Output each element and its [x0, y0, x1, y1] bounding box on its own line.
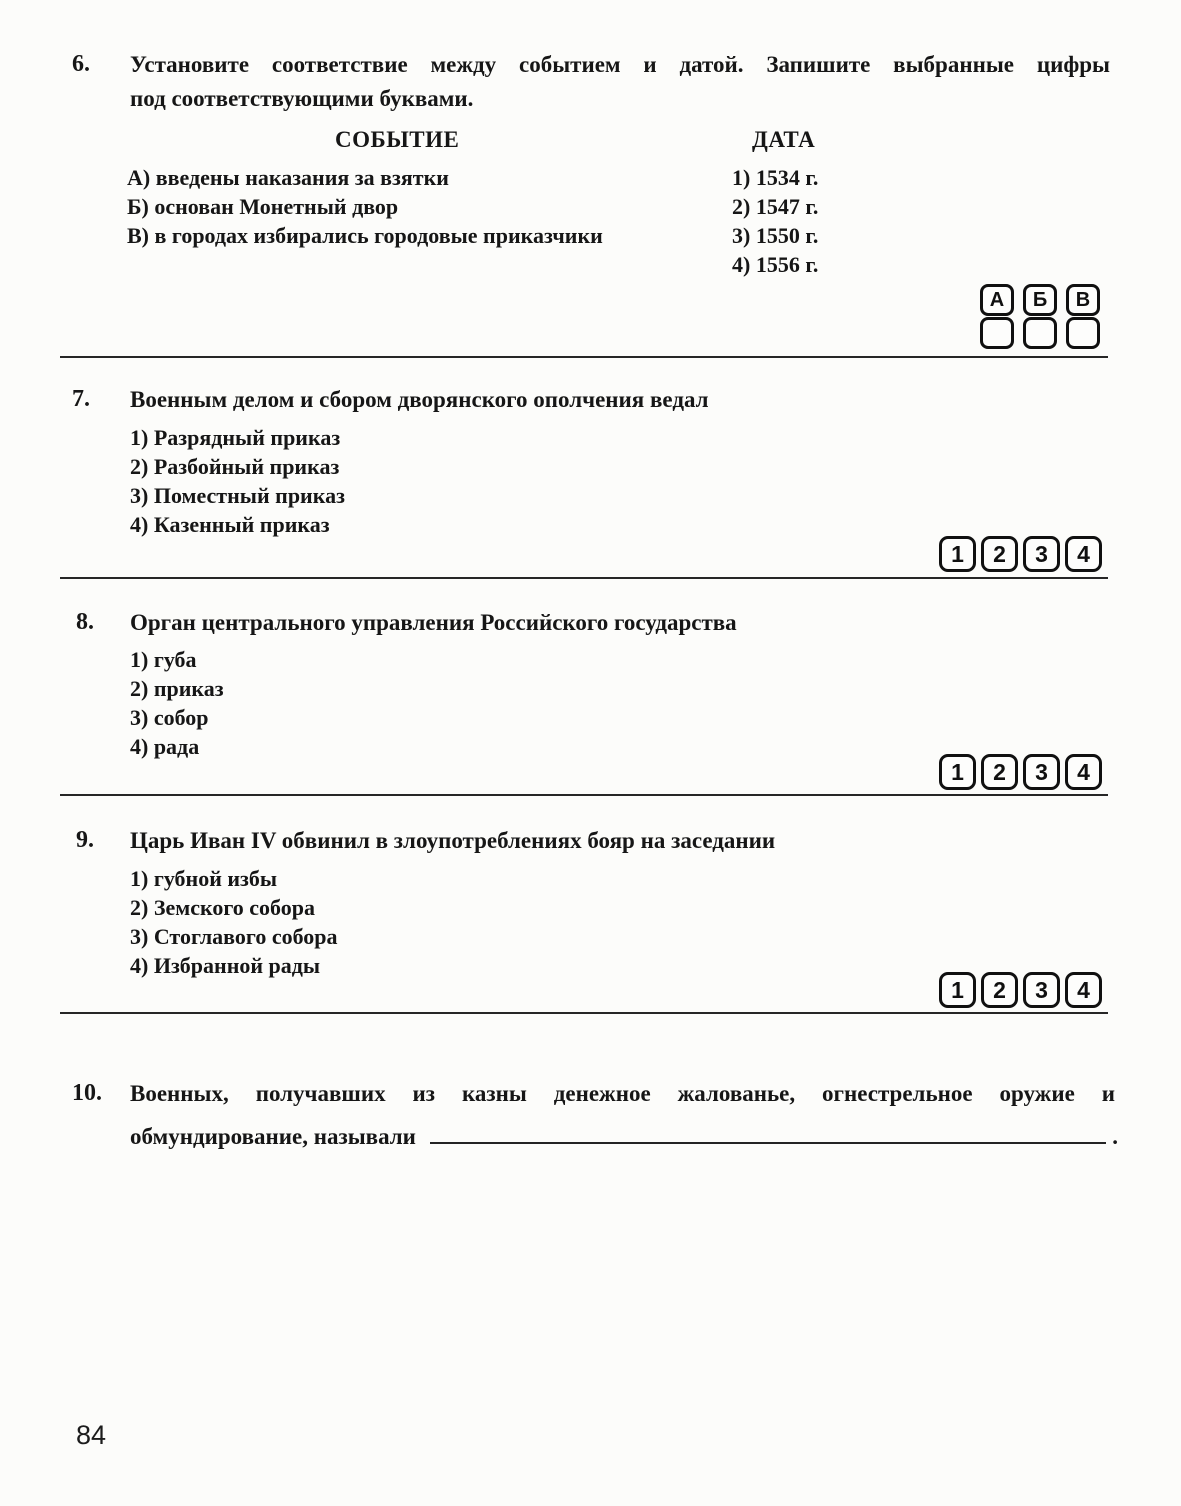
question-number: 7. [72, 386, 90, 412]
answer-box-3: 3 [1023, 536, 1060, 572]
page-number: 84 [76, 1420, 107, 1450]
answer-cell-empty [1066, 317, 1100, 349]
question-number: 6. [72, 51, 90, 77]
divider-rule [60, 1012, 1108, 1014]
date-item-2: 2) 1547 г. [732, 194, 819, 219]
answer-box-1: 1 [939, 536, 976, 572]
answer-grid-input-row [980, 317, 1100, 349]
divider-rule [60, 577, 1108, 579]
divider-rule [60, 794, 1108, 796]
question-text-line-2: под соответствующими буквами. [130, 86, 474, 111]
option-4: 4) рада [130, 734, 200, 759]
option-1: 1) губа [130, 647, 197, 672]
answer-blank-line [430, 1141, 1106, 1144]
date-item-1: 1) 1534 г. [732, 165, 819, 190]
answer-header-cell-v: В [1066, 284, 1100, 316]
answer-header-cell-b: Б [1023, 284, 1057, 316]
option-3: 3) Стоглавого собора [130, 924, 338, 949]
answer-box-2: 2 [981, 536, 1018, 572]
option-1: 1) губной избы [130, 866, 278, 891]
events-list [127, 163, 603, 250]
answer-box-3: 3 [1023, 754, 1060, 790]
option-4: 4) Избранной рады [130, 953, 321, 978]
answer-grid-q6 [980, 284, 1100, 349]
dates-column-header: ДАТА [752, 127, 816, 152]
answer-box-1: 1 [939, 972, 976, 1008]
answer-grid-header-row [980, 284, 1100, 316]
date-item-4: 4) 1556 г. [732, 252, 819, 277]
answer-box-2: 2 [981, 972, 1018, 1008]
fill-suffix: . [1112, 1124, 1118, 1149]
answer-box-2: 2 [981, 754, 1018, 790]
options-list [130, 423, 345, 539]
events-column-header: СОБЫТИЕ [335, 127, 460, 152]
answer-box-4: 4 [1065, 754, 1102, 790]
question-number: 10. [72, 1080, 102, 1106]
options-list [130, 645, 224, 761]
date-item-3: 3) 1550 г. [732, 223, 819, 248]
fill-prefix: обмундирование, называли [130, 1124, 416, 1149]
option-3: 3) собор [130, 705, 209, 730]
question-text: Царь Иван IV обвинил в злоупотреблениях бояр на заседании [130, 828, 776, 853]
option-1: 1) Разрядный приказ [130, 425, 341, 450]
question-text-line-1: Установите соответствие между событием и датой. Запишите выбранные цифры [130, 52, 1110, 77]
answer-header-cell-a: А [980, 284, 1014, 316]
event-item-a: А) введены наказания за взятки [127, 165, 449, 190]
option-4: 4) Казенный приказ [130, 512, 330, 537]
event-item-v: В) в городах избирались городовые приказчики [127, 223, 603, 248]
answer-box-4: 4 [1065, 972, 1102, 1008]
divider-rule [60, 356, 1108, 358]
question-number: 9. [76, 827, 94, 853]
answer-box-1: 1 [939, 754, 976, 790]
answer-boxes-q9 [939, 972, 1102, 1008]
dates-list [732, 163, 818, 279]
question-text: Военным делом и сбором дворянского ополчения ведал [130, 387, 709, 412]
answer-cell-empty [1023, 317, 1057, 349]
question-number: 8. [76, 609, 94, 635]
question-text: Орган центрального управления Российского государства [130, 610, 737, 635]
option-3: 3) Поместный приказ [130, 483, 345, 508]
answer-boxes-q8 [939, 754, 1102, 790]
option-2: 2) приказ [130, 676, 224, 701]
answer-cell-empty [980, 317, 1014, 349]
event-item-b: Б) основан Монетный двор [127, 194, 399, 219]
answer-box-3: 3 [1023, 972, 1060, 1008]
answer-box-4: 4 [1065, 536, 1102, 572]
answer-boxes-q7 [939, 536, 1102, 572]
options-list [130, 864, 338, 980]
question-text-line-1: Военных, получавших из казны денежное жалованье, огнестрельное оружие и [130, 1081, 1115, 1106]
question-text-line-2 [130, 1120, 1118, 1153]
option-2: 2) Земского собора [130, 895, 315, 920]
option-2: 2) Разбойный приказ [130, 454, 340, 479]
